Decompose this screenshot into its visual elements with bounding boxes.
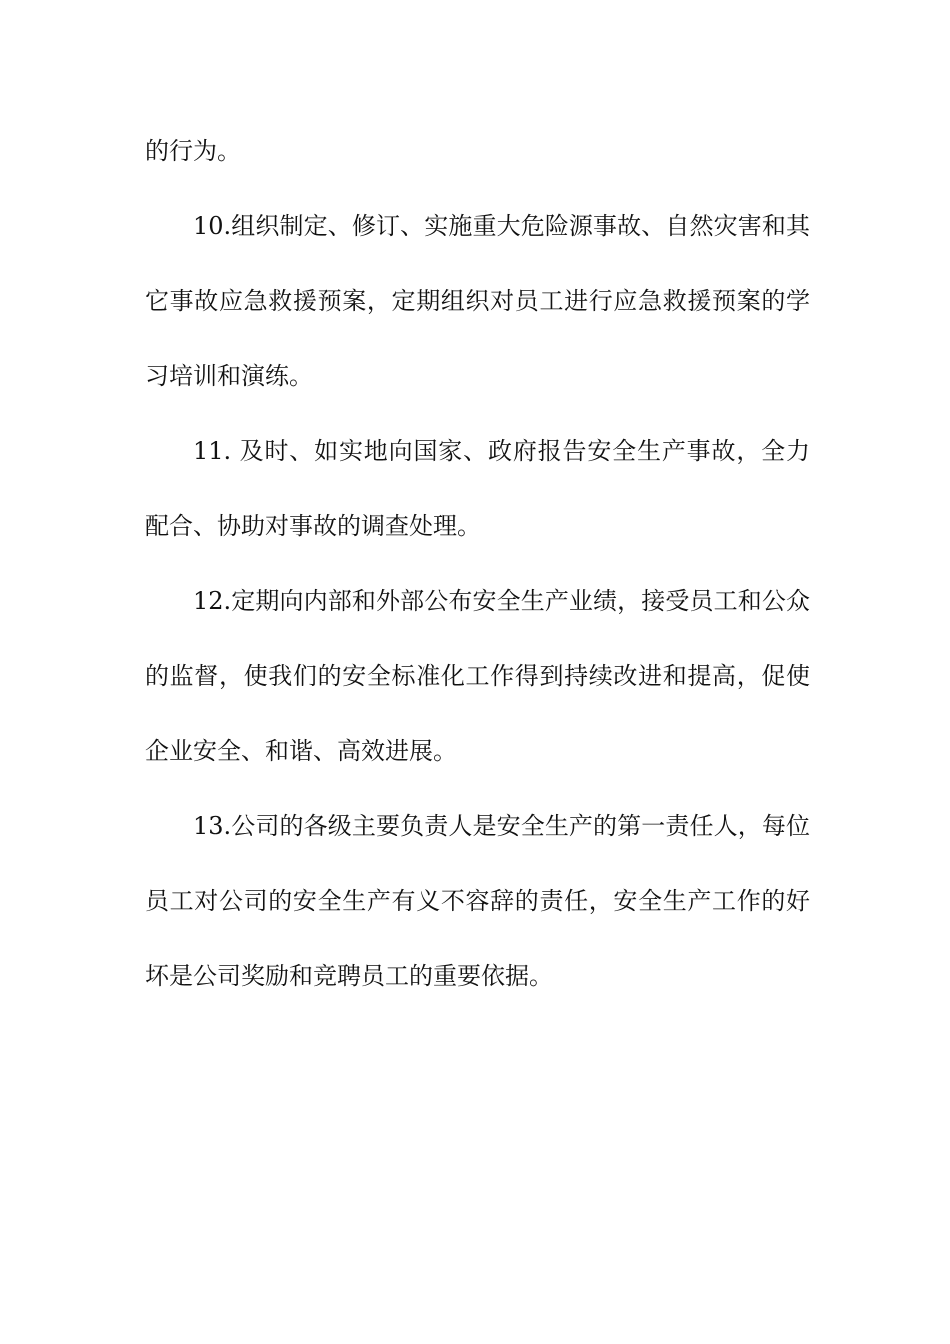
item-13-line-3: 坏是公司奖励和竞聘员工的重要依据。 bbox=[145, 962, 553, 990]
item-10-line-1: 10.组织制定、修订、实施重大危险源事故、自然灾害和其 bbox=[193, 212, 810, 240]
item-10-line-2: 它事故应急救援预案，定期组织对员工进行应急救援预案的学 bbox=[145, 287, 810, 315]
item-11-line-1: 11. 及时、如实地向国家、政府报告安全生产事故，全力 bbox=[193, 437, 810, 465]
item-12-line-2: 的监督，使我们的安全标准化工作得到持续改进和提高，促使 bbox=[145, 662, 810, 690]
item-11-line-2: 配合、协助对事故的调查处理。 bbox=[145, 512, 481, 540]
text-line: 的行为。 bbox=[145, 137, 241, 165]
item-12-line-1: 12.定期向内部和外部公布安全生产业绩，接受员工和公众 bbox=[193, 587, 810, 615]
item-10-line-3: 习培训和演练。 bbox=[145, 362, 313, 390]
item-13-line-1: 13.公司的各级主要负责人是安全生产的第一责任人，每位 bbox=[193, 812, 810, 840]
item-12-line-3: 企业安全、和谐、高效进展。 bbox=[145, 737, 457, 765]
item-13-line-2: 员工对公司的安全生产有义不容辞的责任，安全生产工作的好 bbox=[145, 887, 810, 915]
